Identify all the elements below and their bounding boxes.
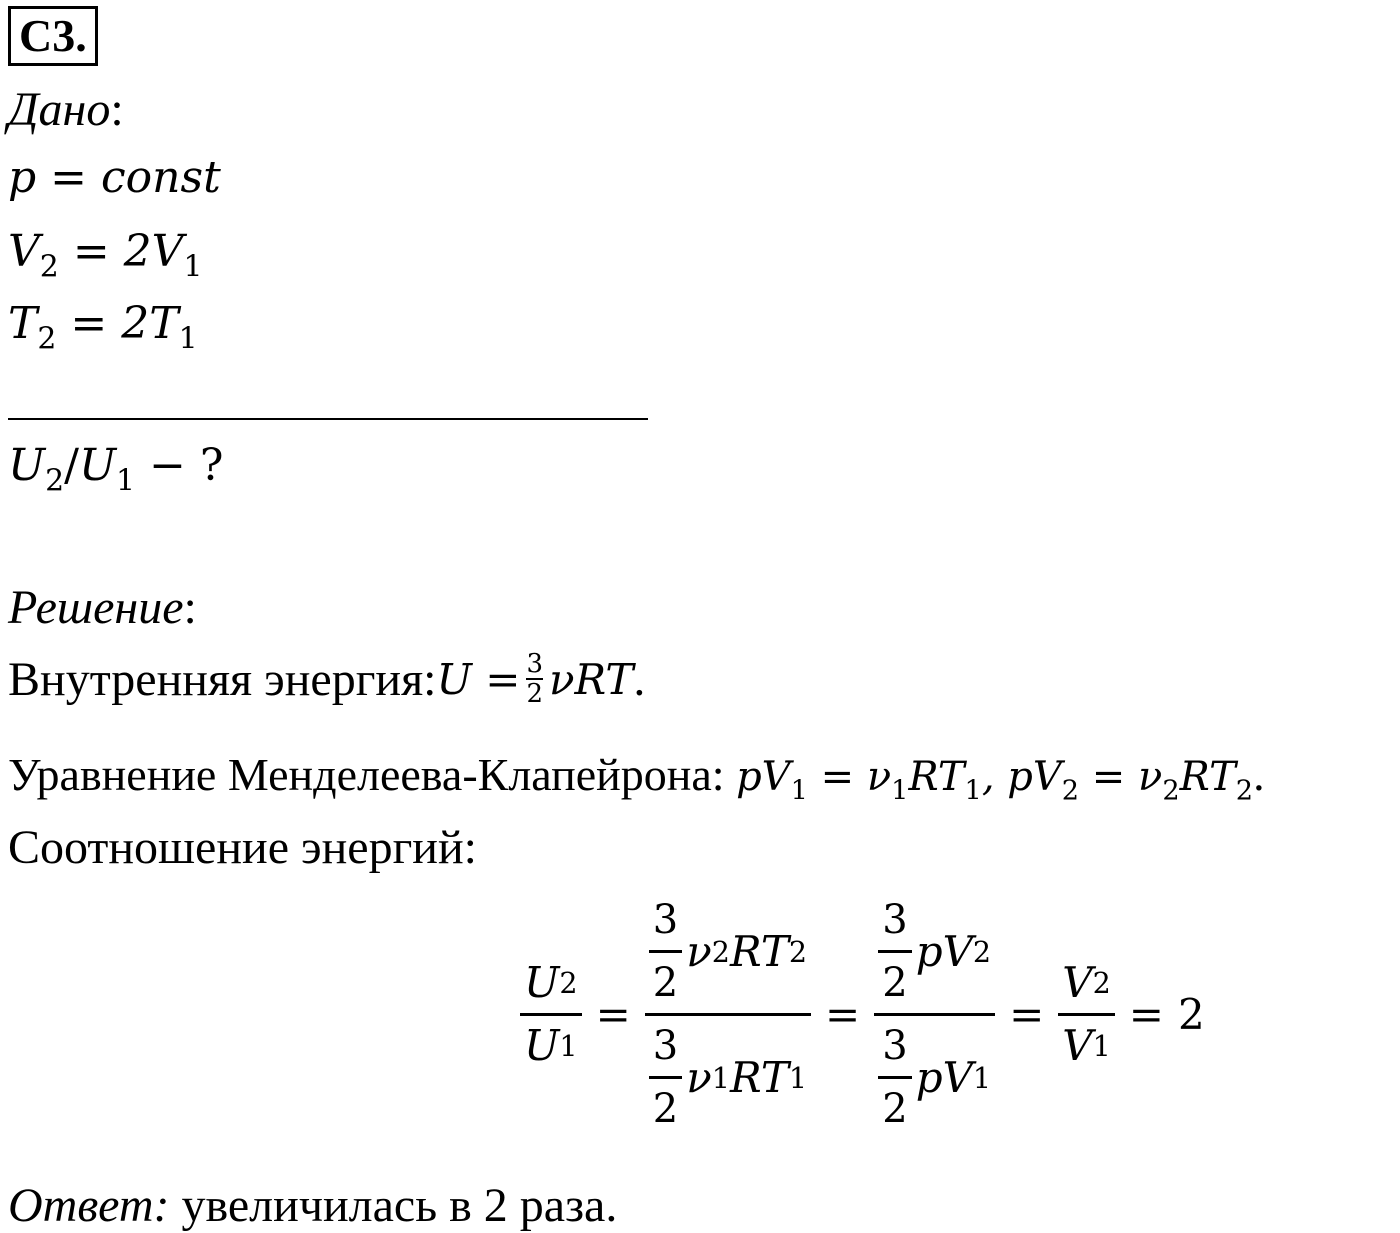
pv-symbol: pV: [915, 1052, 973, 1102]
mendeleev-clapeyron-line: [8, 748, 1265, 807]
question-u2-sub: 2: [45, 463, 65, 499]
v-symbol: V: [1062, 958, 1093, 1007]
solution-heading-colon: :: [183, 581, 197, 634]
answer-text: увеличилась в 2 раза.: [169, 1179, 618, 1232]
u-symbol: U: [524, 958, 560, 1007]
u-symbol: U: [524, 1021, 560, 1070]
three-halves-num: 3: [882, 1023, 908, 1069]
given-line-volume-lhs: V: [8, 226, 40, 277]
mendeleev-clapeyron-formula: [736, 754, 1254, 807]
three-halves-num: 3: [652, 1023, 679, 1069]
formula-nu2: = ν: [1079, 754, 1163, 800]
given-line-volume-lhs-sub: 2: [39, 249, 59, 285]
given-line-temperature: [8, 298, 198, 357]
given-divider: [8, 418, 648, 420]
pv-symbol: pV: [915, 926, 973, 976]
ratio-frac-u-num: U 2: [520, 953, 582, 1013]
question-u1: U: [78, 440, 117, 491]
formula-rt: RT: [908, 754, 965, 800]
given-line-temperature-rhs: = 2T: [70, 298, 179, 349]
formula-rt2-sub: 2: [1235, 775, 1254, 807]
formula-nu-sub: 1: [891, 775, 909, 807]
equals-sign: =: [595, 990, 631, 1039]
given-line-pressure-lhs: p: [8, 152, 37, 203]
given-heading-text: Дано: [8, 83, 111, 136]
given-line-pressure: [8, 152, 221, 203]
equals-sign: =: [825, 990, 861, 1039]
ratio-frac-nu: [645, 890, 811, 1139]
formula-pv: pV: [736, 754, 791, 800]
given-line-pressure-rhs: = const: [50, 152, 221, 203]
nu-symbol: ν: [686, 1052, 712, 1102]
three-halves-num: 3: [882, 897, 908, 943]
three-halves: [649, 1016, 682, 1139]
ratio-frac-pv-num: $\frac{3}{2}$ pV 2: [874, 890, 995, 1013]
energy-ratio-heading: Соотношение энергий:: [8, 821, 477, 874]
internal-energy-rhs: νRT: [548, 654, 634, 704]
ratio-result: 2: [1178, 990, 1205, 1039]
given-line-temperature-lhs: T: [8, 298, 38, 349]
ratio-frac-nu-num: $\frac{3}{2}$ ν 2 RT 2: [645, 890, 811, 1013]
three-halves-num: 3: [652, 897, 679, 943]
given-line-temperature-lhs-sub: 2: [37, 321, 57, 357]
three-halves-den: 2: [882, 960, 908, 1006]
internal-energy-line: [8, 650, 645, 708]
solution-heading-text: Решение: [8, 581, 184, 634]
ratio-frac-v-den: V 1: [1058, 1016, 1115, 1076]
given-line-volume: [8, 226, 203, 285]
internal-energy-fraction: [526, 650, 543, 708]
three-halves: [649, 890, 682, 1013]
three-halves-den: 2: [652, 960, 679, 1006]
formula-pv2: , pV: [981, 754, 1062, 800]
ratio-frac-u: [520, 953, 582, 1076]
question-u2: U: [8, 440, 46, 491]
internal-energy-end: .: [633, 652, 646, 706]
answer-label: Ответ:: [8, 1179, 170, 1232]
rt-symbol: RT: [729, 1052, 789, 1102]
internal-energy-frac-num: 3: [526, 649, 543, 679]
mendeleev-clapeyron-text: Уравнение Менделеева-Клапейрона:: [8, 749, 737, 800]
given-line-volume-rhs-sub: 1: [183, 249, 203, 285]
given-heading: [8, 82, 124, 137]
question-line: [8, 440, 224, 499]
v-symbol: V: [1062, 1021, 1093, 1070]
given-heading-colon: :: [110, 83, 124, 136]
solution-heading: [8, 580, 197, 635]
ratio-frac-v-num: V 2: [1058, 953, 1115, 1013]
rt-symbol: RT: [729, 926, 789, 976]
mendeleev-clapeyron-end: .: [1253, 749, 1265, 800]
formula-rt2: RT: [1179, 754, 1236, 800]
given-line-temperature-rhs-sub: 1: [178, 321, 198, 357]
formula-rt-sub: 1: [964, 775, 982, 807]
answer-line: [8, 1178, 617, 1233]
formula-nu2-sub: 2: [1162, 775, 1180, 807]
problem-label: С3.: [8, 6, 98, 66]
three-halves-den: 2: [882, 1086, 908, 1132]
equals-sign: =: [1128, 990, 1164, 1039]
ratio-frac-nu-den: $\frac{3}{2}$ ν 1 RT 1: [645, 1016, 811, 1139]
three-halves: [878, 890, 911, 1013]
internal-energy-lhs: U =: [436, 654, 521, 704]
three-halves: [878, 1016, 911, 1139]
internal-energy-text: Внутренняя энергия:: [8, 652, 437, 706]
question-tail: − ?: [135, 440, 224, 491]
ratio-frac-pv: [874, 890, 995, 1139]
ratio-frac-u-den: U 1: [520, 1016, 582, 1076]
formula-pv2-sub: 2: [1061, 775, 1080, 807]
three-halves-den: 2: [652, 1086, 679, 1132]
ratio-frac-v: [1058, 953, 1115, 1076]
formula-nu: = ν: [807, 754, 892, 800]
internal-energy-frac-den: 2: [526, 679, 543, 709]
equals-sign: =: [1009, 990, 1045, 1039]
question-slash: /: [64, 440, 79, 491]
given-line-volume-rhs: = 2V: [72, 226, 184, 277]
formula-pv-sub: 1: [790, 775, 808, 807]
question-u1-sub: 1: [116, 463, 136, 499]
energy-ratio-equation: [520, 890, 1205, 1139]
ratio-frac-pv-den: $\frac{3}{2}$ pV 1: [874, 1016, 995, 1139]
nu-symbol: ν: [686, 926, 712, 976]
